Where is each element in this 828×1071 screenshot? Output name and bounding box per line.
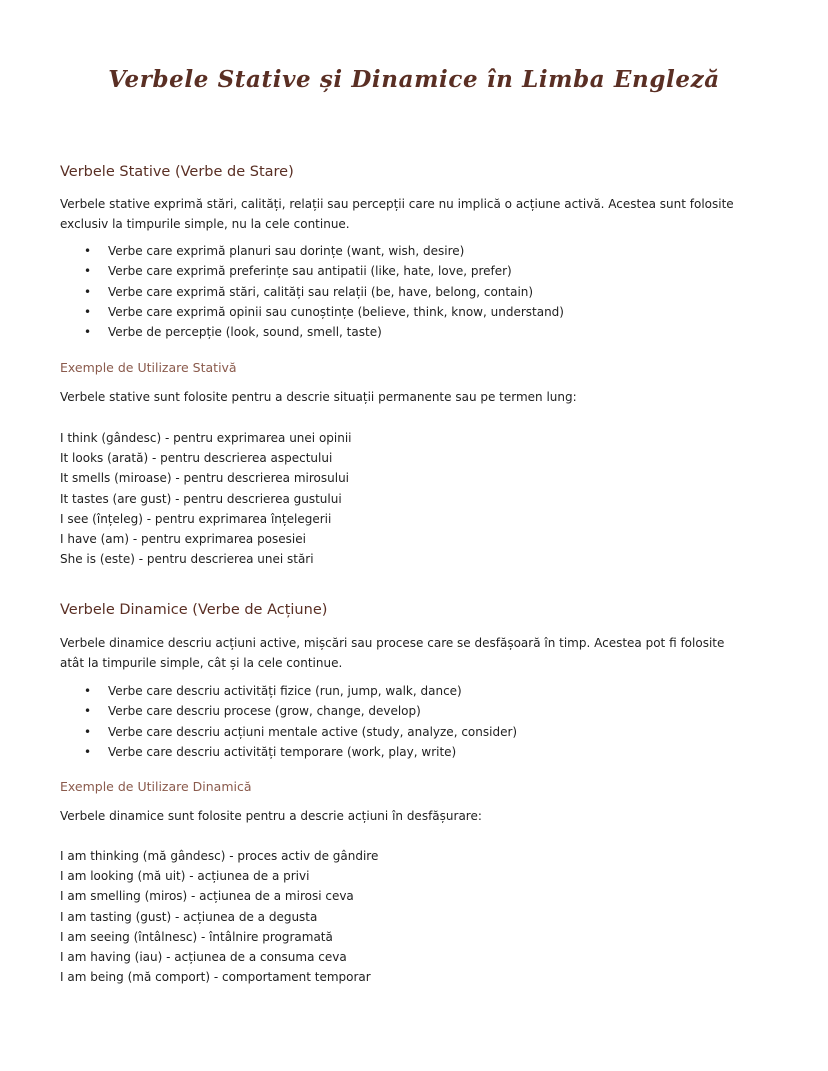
list-item: I am tasting (gust) - acțiunea de a degusta (60, 909, 318, 924)
dynamic-intro-paragraph: Verbele dinamice descriu acțiuni active, mișcări sau procese care se desfășoară în timp. Acestea pot fi folosite atât la timpurile simple, cât și la cele continue. (60, 636, 725, 670)
list-item: I am having (iau) - acțiunea de a consuma ceva (60, 949, 347, 964)
list-item: I think (gândesc) - pentru exprimarea unei opinii (60, 431, 352, 445)
list-item: I am thinking (mă gândesc) - proces activ de gândire (60, 849, 379, 863)
list-item: It tastes (are gust) - pentru descrierea gustului (60, 491, 342, 506)
bullet-icon: • (84, 704, 92, 719)
list-item: She is (este) - pentru descrierea unei stări (60, 552, 314, 567)
stative-examples-heading: Exemple de Utilizare Stativă (60, 360, 237, 375)
bullet-icon: • (84, 264, 92, 279)
stative-examples-intro: Verbele stative sunt folosite pentru a descrie situații permanente sau pe termen lung: (60, 390, 577, 404)
list-item: It smells (miroase) - pentru descrierea mirosului (60, 471, 350, 486)
list-item: • Verbe care descriu acțiuni mentale active (study, analyze, consider) (80, 722, 517, 742)
dynamic-examples-list (60, 846, 378, 987)
list-item: I have (am) - pentru exprimarea posesiei (60, 531, 306, 546)
bullet-icon: • (84, 744, 92, 759)
dynamic-examples-heading: Exemple de Utilizare Dinamică (60, 779, 252, 794)
bullet-icon: • (84, 284, 92, 299)
list-item: • Verbe care exprimă opinii sau cunoștințe (believe, think, know, understand) (80, 302, 564, 322)
list-item: I am seeing (întâlnesc) - întâlnire programată (60, 929, 333, 944)
list-item: I see (înțeleg) - pentru exprimarea înțelegerii (60, 511, 332, 526)
stative-intro-paragraph: Verbele stative exprimă stări, calități, relații sau percepții care nu implică o acțiune activă. Acestea sunt folosite exclusiv la timpurile simple, nu la cele continue. (60, 197, 734, 231)
bullet-icon: • (84, 724, 92, 739)
stative-examples-list (60, 428, 352, 569)
list-item: It looks (arată) - pentru descrierea aspectului (60, 451, 333, 466)
bullet-icon: • (84, 684, 92, 698)
list-item: I am looking (mă uit) - acțiunea de a privi (60, 869, 310, 884)
bullet-icon: • (84, 244, 92, 258)
list-item: • Verbe care descriu procese (grow, change, develop) (80, 701, 517, 721)
bullet-icon: • (84, 325, 92, 340)
dynamic-examples-intro: Verbele dinamice sunt folosite pentru a descrie acțiuni în desfășurare: (60, 809, 482, 823)
list-item: • Verbe care descriu activități fizice (run, jump, walk, dance) (80, 681, 517, 701)
dynamic-bullet-list (80, 681, 517, 762)
list-item: • Verbe care exprimă stări, calități sau relații (be, have, belong, contain) (80, 282, 564, 302)
document-title: Verbele Stative și Dinamice în Limba Engleză (108, 66, 720, 93)
list-item: • Verbe care exprimă planuri sau dorințe (want, wish, desire) (80, 241, 564, 261)
list-item: • Verbe de percepție (look, sound, smell, taste) (80, 322, 564, 342)
list-item: • Verbe care exprimă preferințe sau antipatii (like, hate, love, prefer) (80, 261, 564, 281)
list-item: I am smelling (miros) - acțiunea de a mirosi ceva (60, 889, 354, 904)
list-item: I am being (mă comport) - comportament temporar (60, 970, 371, 985)
stative-bullet-list (80, 241, 564, 342)
stative-section-heading: Verbele Stative (Verbe de Stare) (60, 164, 294, 180)
dynamic-section-heading: Verbele Dinamice (Verbe de Acțiune) (60, 602, 328, 618)
list-item: • Verbe care descriu activități temporare (work, play, write) (80, 742, 517, 762)
bullet-icon: • (84, 304, 92, 319)
